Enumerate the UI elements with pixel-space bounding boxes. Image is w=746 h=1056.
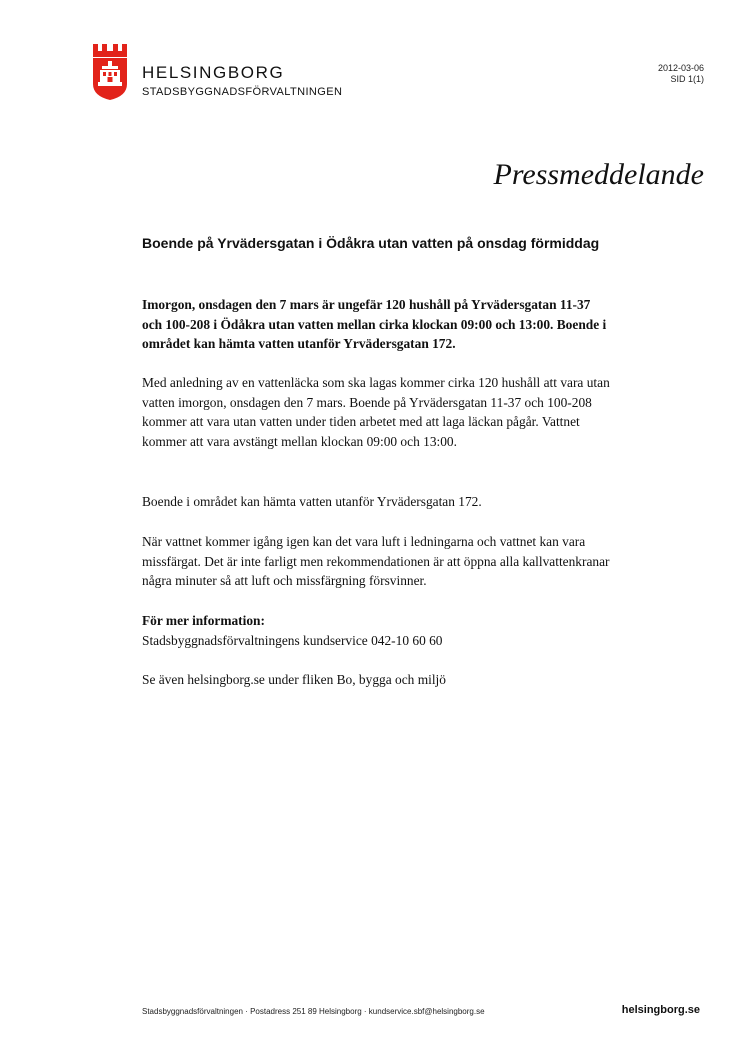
document-type-title: Pressmeddelande <box>493 158 704 191</box>
lead-paragraph: Imorgon, onsdagen den 7 mars är ungefär 120 hushåll på Yrvädersgatan 11-37 och 100-208 i Ödåkra utan vatten mellan cirka klockan 09:00 och 13:00. Boende i området kan hämta vatten utanför Yrvädersgatan 172. <box>142 297 607 351</box>
press-headline: Boende på Yrvädersgatan i Ödåkra utan vatten på onsdag förmiddag <box>142 235 600 251</box>
body-paragraph-3: När vattnet kommer igång igen kan det vara luft i ledningarna och vattnet kan vara missfärgat. Det är inte farligt men rekommendationen är att öppna alla kallvattenkranar några minuter så att luft och missfärgning försvinner. <box>142 534 610 588</box>
footer-website-link[interactable]: helsingborg.se <box>621 1004 700 1016</box>
org-name: HELSINGBORG <box>142 63 285 82</box>
helsingborg-coat-of-arms-icon <box>93 44 127 100</box>
contact-heading: För mer information: <box>142 613 265 628</box>
contact-block <box>142 611 612 650</box>
document-meta <box>658 63 704 85</box>
org-department: STADSBYGGNADSFÖRVALTNINGEN <box>142 86 343 98</box>
body-paragraph-1: Med anledning av en vattenläcka som ska lagas kommer cirka 120 hushåll att vara utan vatten imorgon, onsdagen den 7 mars. Boende på Yrvädersgatan 11-37 och 100-208 kommer att vara utan vatten under tiden arbetet med att laga läckan pågår. Vattnet kommer att vara avstängt mellan klockan 09:00 och 13:00. <box>142 375 610 449</box>
document-date: 2012-03-06 <box>657 63 704 73</box>
see-also-text: Se även helsingborg.se under fliken Bo, bygga och miljö <box>142 672 446 687</box>
page-number: SID 1(1) <box>670 74 704 84</box>
body-paragraph-2: Boende i området kan hämta vatten utanför Yrvädersgatan 172. <box>142 494 482 509</box>
contact-line: Stadsbyggnadsförvaltningens kundservice 042-10 60 60 <box>142 632 443 648</box>
footer-address: Stadsbyggnadsförvaltningen · Postadress 251 89 Helsingborg · kundservice.sbf@helsingborg.se <box>142 1007 485 1016</box>
